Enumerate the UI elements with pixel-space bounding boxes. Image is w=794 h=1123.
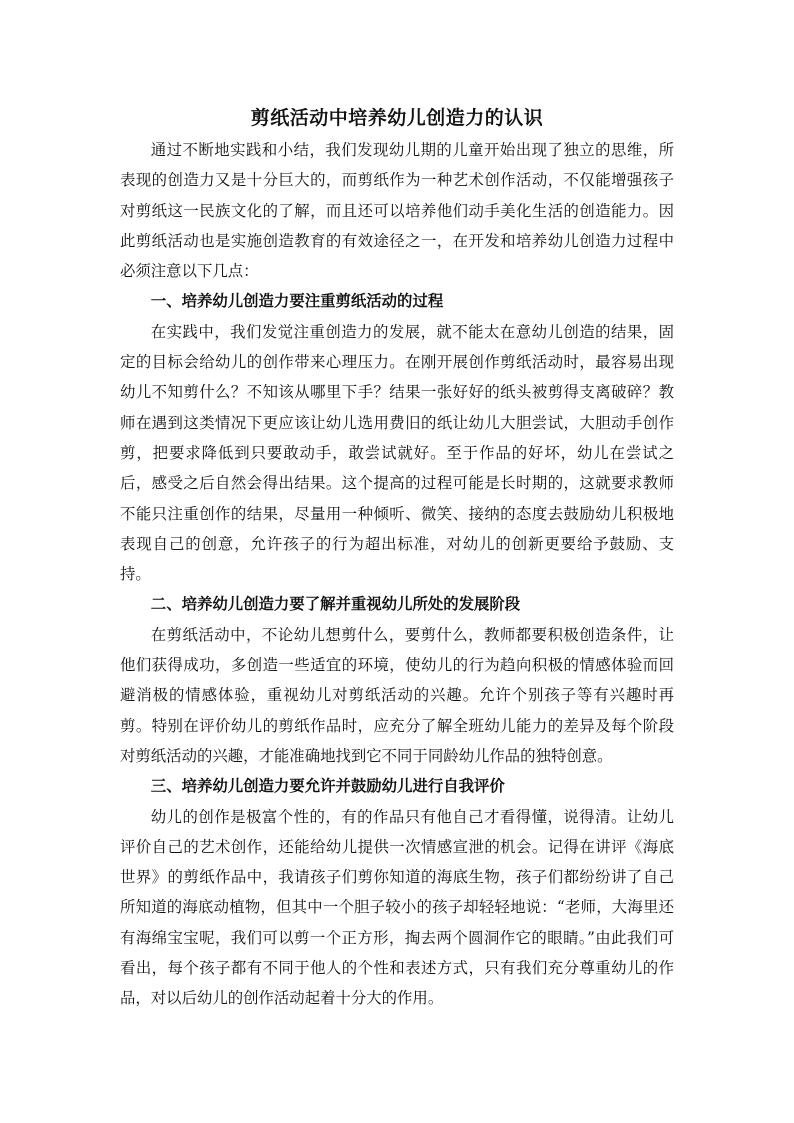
section-3-heading: 三、培养幼儿创造力要允许并鼓励幼儿进行自我评价 <box>150 777 505 796</box>
section-2-paragraph: 在剪纸活动中，不论幼儿想剪什么，要剪什么，教师都要积极创造条件，让他们获得成功，多创造一些适宜的环境，使幼儿的行为趋向积极的情感体验而回避消极的情感体验，重视幼儿对剪纸活动的兴趣。允许个别孩子等有兴趣时再剪。特别在评价幼儿的剪纸作品时，应充分了解全班幼儿能力的差异及每个阶段对剪纸活动的兴趣，才能准确地找到它不同于同龄幼儿作品的独特创意。 <box>120 625 674 765</box>
section-2-heading: 二、培养幼儿创造力要了解并重视幼儿所处的发展阶段 <box>150 595 521 614</box>
intro-paragraph: 通过不断地实践和小结，我们发现幼儿期的儿童开始出现了独立的思维，所表现的创造力又是十分巨大的，而剪纸作为一种艺术创作活动，不仅能增强孩子对剪纸这一民族文化的了解，而且还可以培养他们动手美化生活的创造能力。因此剪纸活动也是实施创造教育的有效途径之一，在开发和培养幼儿创造力过程中必须注意以下几点： <box>120 141 674 281</box>
document-body <box>120 101 674 1014</box>
document-title: 剪纸活动中培养幼儿创造力的认识 <box>250 107 544 129</box>
section-3-paragraph: 幼儿的创作是极富个性的，有的作品只有他自己才看得懂，说得清。让幼儿评价自己的艺术创作，还能给幼儿提供一次情感宣泄的机会。记得在讲评《海底世界》的剪纸作品中，我请孩子们剪你知道的海底生物，孩子们都纷纷讲了自己所知道的海底动植物，但其中一个胆子较小的孩子却轻轻地说：“老师，大海里还有海绵宝宝呢，我们可以剪一个正方形，掏去两个圆洞作它的眼睛。”由此我们可看出，每个孩子都有不同于他人的个性和表述方式，只有我们充分尊重幼儿的作品，对以后幼儿的创作活动起着十分大的作用。 <box>120 807 674 1008</box>
section-1-paragraph: 在实践中，我们发觉注重创造力的发展，就不能太在意幼儿创造的结果，固定的目标会给幼儿的创作带来心理压力。在刚开展创作剪纸活动时，最容易出现幼儿不知剪什么？不知该从哪里下手？结果一张好好的纸头被剪得支离破碎？教师在遇到这类情况下更应该让幼儿选用费旧的纸让幼儿大胆尝试，大胆动手创作剪，把要求降低到只要敢动手，敢尝试就好。至于作品的好坏，幼儿在尝试之后，感受之后自然会得出结果。这个提高的过程可能是长时期的，这就要求教师不能只注重创作的结果，尽量用一种倾听、微笑、接纳的态度去鼓励幼儿积极地表现自己的创意，允许孩子的行为超出标准，对幼儿的创新更要给予鼓励、支持。 <box>120 322 674 584</box>
section-1-heading: 一、培养幼儿创造力要注重剪纸活动的过程 <box>150 292 444 311</box>
